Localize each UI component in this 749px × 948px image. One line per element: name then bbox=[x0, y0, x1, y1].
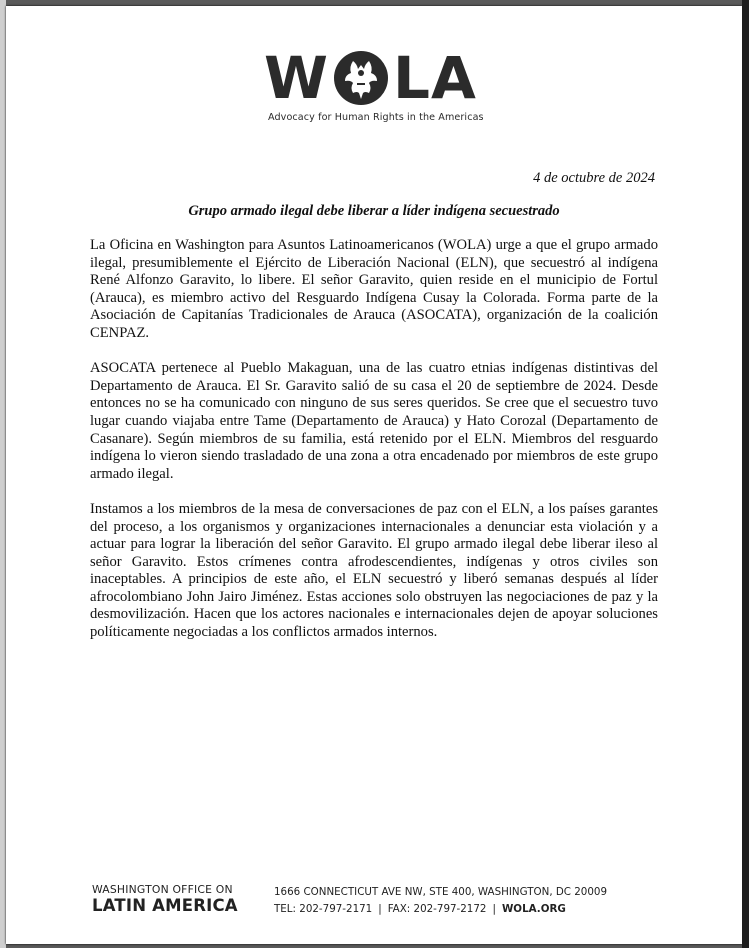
footer-org-line2: LATIN AMERICA bbox=[92, 896, 238, 915]
footer-contact bbox=[274, 884, 607, 918]
logo-letter-w: W bbox=[264, 44, 329, 112]
logo-tagline: Advocacy for Human Rights in the Americas bbox=[268, 112, 484, 123]
logo-emblem-icon bbox=[331, 49, 391, 107]
letter-date: 4 de octubre de 2024 bbox=[533, 170, 655, 186]
logo-letters-la: LA bbox=[392, 44, 477, 112]
footer-separator: | bbox=[378, 903, 382, 915]
letter-title: Grupo armado ilegal debe liberar a líder indígena secuestrado bbox=[188, 203, 560, 219]
footer-tel: TEL: 202-797-2171 bbox=[274, 903, 373, 915]
paragraph: ASOCATA pertenece al Pueblo Makaguan, una de las cuatro etnias indígenas distintivas del Departamento de Arauca. El Sr. Garavito salió de su casa el 20 de septiembre de 2024. Desde entonces no se ha comunicado con ninguno de sus seres queridos. Se cree que el secuestro tuvo lugar cuando viajaba entre Tame (Departamento de Arauca) y Hato Corozal (Departamento de Casanare). Según miembros de su familia, está retenido por el ELN. Miembros del resguardo indígena lo vieron siendo trasladado de una zona a otra encadenado por miembros de este grupo armado ilegal. bbox=[90, 360, 658, 482]
wola-logo bbox=[264, 46, 494, 126]
footer-address: 1666 CONNECTICUT AVE NW, STE 400, WASHINGTON, DC 20009 bbox=[274, 886, 608, 898]
footer-fax: FAX: 202-797-2172 bbox=[387, 903, 487, 915]
paragraph: La Oficina en Washington para Asuntos Latinoamericanos (WOLA) urge a que el grupo armado ilegal, presumiblemente el Ejército de Liberación Nacional (ELN), que secuestró al indígena René Alfonzo Garavito, lo libere. El señor Garavito, quien reside en el municipio de Fortul (Arauca), es miembro activo del Resguardo Indígena Cusay la Colorada. Forma parte de la Asociación de Capitanías Tradicionales de Arauca (ASOCATA), organización de la coalición CENPAZ. bbox=[90, 237, 658, 341]
footer-separator: | bbox=[492, 903, 496, 915]
footer-contact-line bbox=[274, 901, 607, 918]
footer-website-link[interactable]: WOLA.ORG bbox=[501, 903, 566, 915]
letter-body bbox=[90, 237, 658, 659]
logo-wordmark bbox=[264, 46, 477, 110]
footer-org-line1: WASHINGTON OFFICE ON bbox=[92, 883, 233, 896]
paragraph: Instamos a los miembros de la mesa de conversaciones de paz con el ELN, a los países garantes del proceso, a los organismos y organizaciones internacionales a denunciar esta violación y a actuar para lograr la liberación del señor Garavito. El grupo armado ilegal debe liberar ileso al señor Garavito. Estos crímenes contra afrodescendientes, indígenas y otros civiles son inaceptables. A principios de este año, el ELN secuestró y liberó semanas después al líder afrocolombiano John Jairo Jiménez. Estas acciones solo obstruyen las negociaciones de paz y la desmovilización. Hacen que los actores nacionales e internacionales dejen de apoyar soluciones políticamente negociadas a los conflictos armados internos. bbox=[90, 500, 658, 641]
footer-organization bbox=[92, 883, 238, 916]
scan-edge-right bbox=[742, 0, 749, 948]
